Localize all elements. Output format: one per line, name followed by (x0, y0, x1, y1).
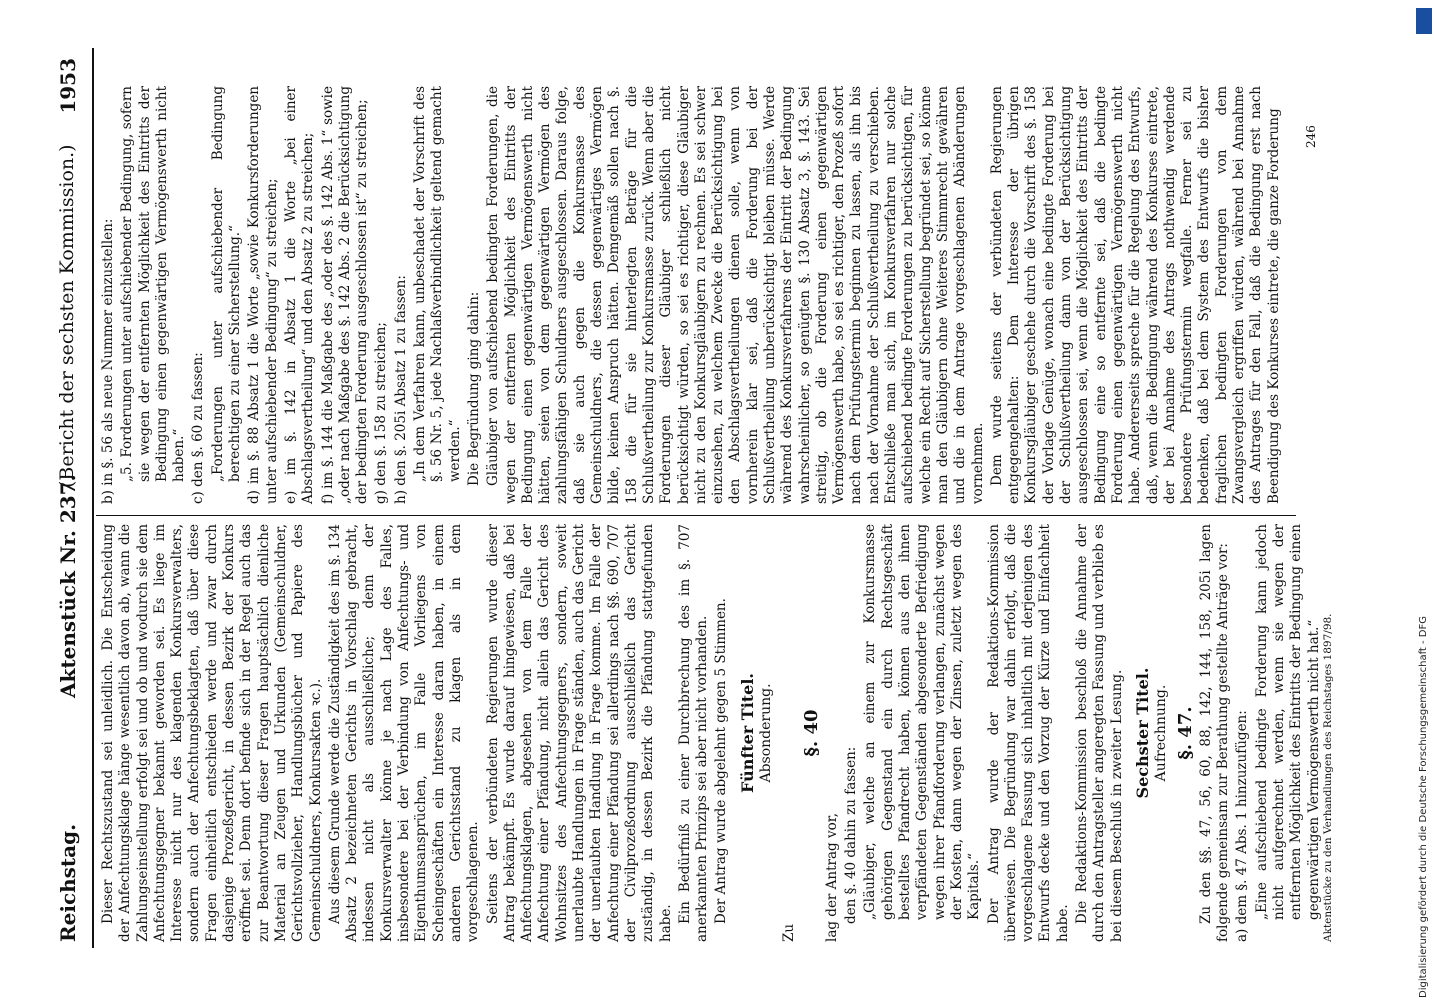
list-item: g) den §. 158 zu streichen; (373, 322, 390, 504)
paragraph: Der Antrag wurde der Redaktions-Kommission überwiesen. Die Begründung war dahin erfolgt, daß die vorgeschlagene Fassung sich inhaltlich mit derjenigen des Entwurfs decke und den Vorzug der Kürze und Einfachheit habe. (985, 524, 1071, 942)
paragraph: Seitens der verbündeten Regierungen wurde dieser Antrag bekämpft. Es wurde darauf hingewiesen, daß bei Anfechtungsklagen, abgesehen von dem Falle der Anfechtung einer Pfändung, nicht allein das Gericht des Wohnsitzes des Anfechtungsgegners, sondern, soweit unerlaubte Handlungen in Frage ständen, auch das Gericht der unerlaubten Handlung in Frage komme. Im Falle der Anfechtung einer Pfändung sei allerdings nach §§. 690, 707 der Civilprozeßordnung ausschließlich das Gericht zuständig, in dessen Bezirk die Pfändung stattgefunden habe. (484, 524, 674, 942)
paragraph: Die Begründung ging dahin: (465, 291, 482, 486)
paragraph: Aus diesem Grunde werde die Zuständigkeit des im §. 134 Absatz 2 bezeichneten Gerichts in Vorschlag gebracht, indessen nicht als ausschließliche; denn der Konkursverwalter könne je nach Lage des Falles, insbesondere bei der Verbindung von Anfechtungs- und Eigenthumsansprüchen, im Falle Vorliegens von Scheingeschäften ein Interesse daran haben, in einem anderen Gerichtsstand zu klagen als in dem vorgeschlagenen. (326, 524, 482, 942)
list-item: b) in §. 56 als neue Nummer einzustellen: (100, 218, 116, 504)
quote: „5. Forderungen unter aufschiebender Bedingung, sofern sie wegen der entfernten Möglichkeit des Eintritts der Bedingung einen gegenwärtigen Vermögenswerth nicht haben.“ (119, 86, 188, 482)
subtitle-fifth: Absonderung. (757, 683, 774, 783)
paragraph: lag der Antrag vor, (823, 813, 840, 942)
paragraph: Gläubiger von aufschiebend bedingten Forderungen, die wegen der entfernten Möglichkeit des Eintritts der Bedingung einen gegenwärtigen Vermögenswerth nicht hätten, seien von dem gegenwärtigen Vermögen des zahlungsfähigen Schuldners ausgeschlossen. Daraus folge, daß sie auch gegen die Konkursmasse des Gemeinschuldners, die dessen gegenwärtiges Vermögen bilde, keinen Anspruch hätten. Demgemäß sollen nach §. 158 die für sie hinterlegten Beträge für die Schlußvertheilung zur Konkursmasse zurück. Wenn aber die Forderungen dieser Gläubiger schließlich nicht berücksichtigt würden, so sei es richtiger, diese Gläubiger nicht zu den Konkursgläubigern zu rechnen. Es sei schwer einzusehen, zu welchem Zwecke die Berücksichtigung bei den Abschlagsvertheilungen dienen solle, wenn von vornherein klar sei, daß die Forderung bei der Schlußvertheilung unberücksichtigt bleiben müsse. Werde während des Konkursverfahrens der Eintritt der Bedingung wahrscheinlicher, so genügten §. 130 Absatz 3, §. 143. Sei streitig, ob die Forderung einen gegenwärtigen Vermögenswerth habe, so sei es richtiger, den Prozeß sofort nach dem Prüfungstermin beginnen zu lassen, als ihn bis nach der Vornahme der Schlußvertheilung zu verschieben. Entschließe man sich, im Konkursverfahren nur solche aufschiebend bedingte Forderungen zu berücksichtigen, für welche ein Recht auf Sicherstellung begründet sei, so könne man den Gläubigern ohne Weiteres Stimmrecht gewähren und die in dem Antrage vorgeschlagenen Abänderungen vornehmen. (485, 86, 986, 504)
paragraph: Der Antrag wurde abgelehnt gegen 5 Stimmen. (713, 598, 730, 924)
running-header (52, 48, 88, 948)
section-47: §. 47. (1174, 706, 1196, 760)
paragraph: den §. 40 dahin zu fassen: (843, 746, 860, 924)
paragraph: Zu den §§. 47, 56, 60, 88, 142, 144, 158, 205i lagen folgende gemeinsam zur Berathung gestellte Anträge vor: (1197, 524, 1232, 942)
list-item: d) im §. 88 Absatz 1 die Worte „sowie Konkursforderungen unter aufschiebender Bedingung“ zu streichen; (246, 86, 280, 504)
paragraph: Dem wurde seitens der verbündeten Regierungen entgegengehalten: Dem Interesse der übrigen Konkursgläubiger geschehe durch die Vorschrift des §. 158 der Vorlage Genüge, wonach eine bedingte Forderung bei der Schlußvertheilung dann von der Berücksichtigung ausgeschlossen sei, wenn die Möglichkeit des Eintritts der Bedingung eine so entfernte sei, daß die bedingte Forderung einen gegenwärtigen Vermögenswerth nicht habe. Andererseits spreche für die Regelung des Entwurfs, daß, wenn die Bedingung während des Konkurses eintrete, der bei Annahme des Antrags nothwendig werdende besondere Prüfungstermin wegfalle. Ferner sei zu bedenken, daß bei dem System des Entwurfs die bisher fraglichen bedingten Forderungen von dem Zwangsvergleich ergriffen würden, während bei Annahme des Antrages für den Fall, daß die Bedingung erst nach Beendigung des Konkurses eintrete, die ganze Forderung (988, 86, 1282, 504)
title-sixth: Sechster Titel. (1132, 667, 1152, 799)
quote: „Forderungen unter aufschiebender Bedingung berechtigen zu einer Sicherstellung.“ (209, 86, 244, 482)
title-fifth: Fünfter Titel. (737, 673, 757, 793)
digitization-note: Digitalisierung gefördert durch die Deutsche Forschungsgemeinschaft - DFG (1418, 615, 1429, 998)
list-item: e) im §. 142 in Absatz 1 die Worte „bei einer Abschlagsvertheilung“ und den Absatz 2 zu streichen; (282, 86, 317, 504)
list-item: h) den §. 205i Absatz 1 zu fassen: (392, 275, 409, 504)
quote: „Gläubiger, welche an einem zur Konkursmasse gehörigen Gegenstand ein durch Rechtsgeschäft bestelltes Pfandrecht haben, können aus den ihnen verpfändeten Gegenständen abgesonderte Befriedigung wegen ihrer Pfandforderung verlangen, zunächst wegen der Kosten, dann wegen der Zinsen, zuletzt wegen des Kapitals.“ (862, 524, 983, 920)
zu-label: Zu (781, 923, 798, 942)
column-divider (96, 515, 1296, 516)
rotated-page-content (52, 48, 1372, 948)
subtitle-sixth: Aufrechnung. (1153, 684, 1170, 782)
paragraph: Ein Bedürfniß zu einer Durchbrechung des im §. 707 anerkannten Prinzips sei aber nicht vorhanden. (676, 524, 711, 942)
quote: „Eine aufschiebend bedingte Forderung kann jedoch nicht aufgerechnet werden, wenn sie wegen der entfernten Möglichkeit des Eintritts der Bedingung einen gegenwärtigen Vermögenswerth nicht hat.“ (1253, 524, 1322, 920)
header-page-number: 1953 (56, 58, 80, 114)
header-rule (92, 48, 94, 948)
header-aktenstueck: Aktenstück Nr. 237. (56, 474, 80, 698)
quote: „In dem Verfahren kann, unbeschadet der Vorschrift des §. 56 Nr. 5, jede Nachlaßverbindlichkeit geltend gemacht werden.“ (412, 86, 463, 482)
signature-number: 246 (1304, 125, 1318, 148)
header-reichstag: Reichstag. (56, 823, 80, 942)
right-column (100, 86, 1285, 504)
header-bericht: (Bericht der sechsten Kommission.) (56, 144, 78, 488)
section-40: §. 40 (800, 709, 822, 757)
list-item: c) den §. 60 zu fassen: (190, 352, 207, 504)
paragraph: a) dem §. 47 Abs. 1 hinzuzufügen: (1234, 710, 1251, 942)
list-item: f) im §. 144 die Maßgabe des „oder des §. 142 Abs. 1“ sowie „oder nach Maßgabe des §. 142 Abs. 2 die Berücksichtigung der bedingten Forderung ausgeschlossen ist“ zu streichen; (319, 86, 371, 504)
footer-note: Aktenstücke zu den Verhandlungen des Reichstages 1897/98. (1322, 613, 1334, 942)
left-column (100, 524, 1325, 942)
paragraph: Dieser Rechtszustand sei unleidlich. Die Entscheidung der Anfechtungsklage hänge wesentlich davon ab, wann die Zahlungseinstellung erfolgt sei und ob und wodurch sie dem Anfechtungsgegner bekannt geworden sei. Es liege im Interesse nicht nur des klagenden Konkursverwalters, sondern auch der Anfechtungsbeklagten, daß über diese Fragen einheitlich entschieden werde und zwar durch dasjenige Prozeßgericht, in dessen Bezirk der Konkurs eröffnet sei. Denn dort befinde sich in der Regel auch das zur Beantwortung dieser Fragen hauptsächlich dienliche Material an Zeugen und Urkunden (Gemeinschuldner, Gerichtsvollzieher, Handlungsbücher und Papiere des Gemeinschuldners, Konkursakten ꝛc.). (100, 524, 324, 942)
paragraph: Die Redaktions-Kommission beschloß die Annahme der durch den Antragsteller angeregten Fassung und verblieb es bei diesem Beschluß in zweiter Lesung. (1074, 524, 1125, 942)
